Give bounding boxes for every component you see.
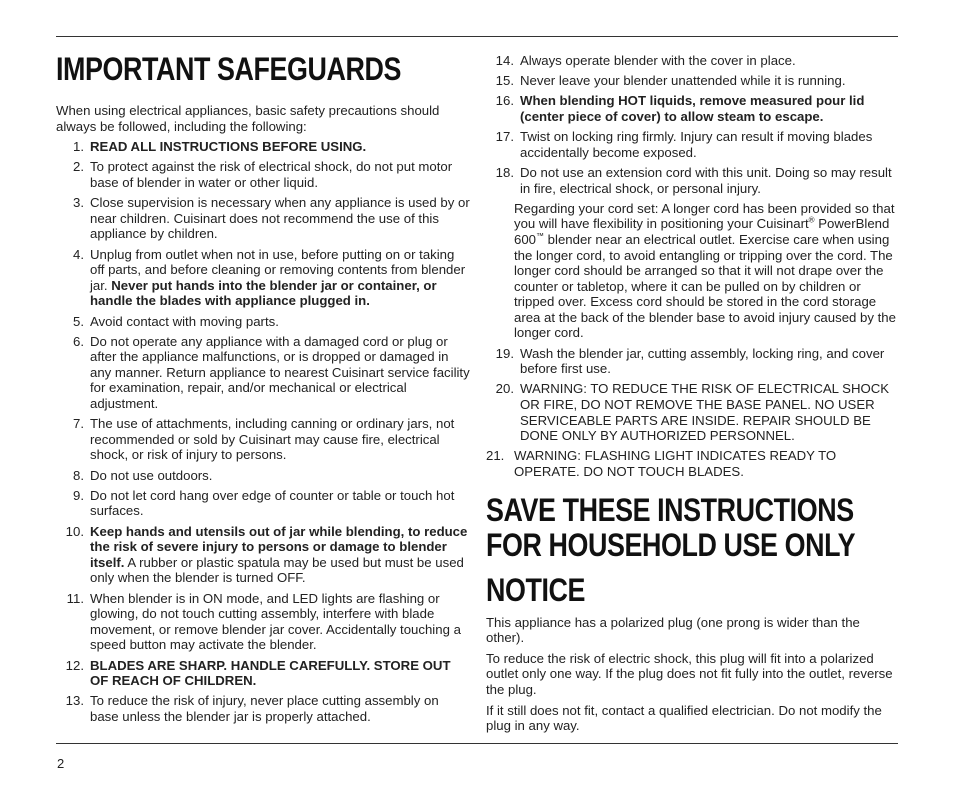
list-item: 13. To reduce the risk of injury, never place cutting assembly on base unless the blender jar is properly attached.	[65, 693, 439, 724]
list-item: 18. Do not use an extension cord with this unit. Doing so may result in fire, electrical shock, or personal injury.	[495, 164, 892, 196]
safeguards-list-end	[486, 346, 896, 480]
notice-paragraph: This appliance has a polarized plug (one prong is wider than the other).	[486, 614, 860, 646]
list-item: 5. Avoid contact with moving parts.	[73, 313, 279, 329]
list-item: 8. Do not use outdoors.	[73, 467, 213, 483]
list-item: 3. Close supervision is necessary when any appliance is used by or near children. Cuisinart does not recommend the use of this appliance by children.	[73, 195, 470, 242]
save-instructions-heading: SAVE THESE INSTRUCTIONS	[486, 491, 854, 528]
list-item: 10. Keep hands and utensils out of jar while blending, to reduce the risk of severe injury to persons or damage to blender itself. A rubber or plastic spatula may be used but must be used only when the blender is turned OFF.	[65, 523, 468, 586]
list-item: 9. Do not let cord hang over edge of counter or table or touch hot surfaces.	[73, 487, 455, 519]
list-item: 6. Do not operate any appliance with a damaged cord or plug or after the appliance malfunctions, or is dropped or damaged in any manner. Return appliance to nearest Cuisinart service facility for examination, repair, and/or mechanical or electrical adjustment.	[73, 333, 470, 412]
bottom-rule	[56, 743, 898, 744]
list-item: 11. When blender is in ON mode, and LED lights are flashing or glowing, do not touch cutting assembly, interfere with blade movement, or remove blender jar cover. Accidentally touching a speed button may activate the blender.	[66, 590, 461, 653]
intro-text: When using electrical appliances, basic safety precautions should always be followed, including the following:	[56, 103, 440, 134]
list-item: 16. When blending HOT liquids, remove measured pour lid (center piece of cover) to allow steam to escape.	[495, 93, 865, 124]
list-item: 7. The use of attachments, including canning or ordinary jars, not recommended or sold by Cuisinart may cause fire, electrical shock, or risk of injury to persons.	[73, 416, 455, 463]
page-number: 2	[57, 756, 65, 771]
list-item: 19. Wash the blender jar, cutting assembly, locking ring, and cover before first use.	[495, 345, 885, 377]
list-item: 1. READ ALL INSTRUCTIONS BEFORE USING.	[73, 139, 367, 155]
notice-paragraph: If it still does not fit, contact a qualified electrician. Do not modify the plug in any way.	[486, 702, 882, 734]
list-item: 17. Twist on locking ring firmly. Injury can result if moving blades accidentally become exposed.	[495, 129, 873, 160]
list-item: 2. To protect against the risk of electrical shock, do not put motor base of blender in water or other liquid.	[73, 159, 453, 190]
page-title: IMPORTANT SAFEGUARDS	[56, 51, 402, 87]
list-item: 14. Always operate blender with the cover in place.	[495, 53, 796, 68]
list-item: 21. WARNING: FLASHING LIGHT INDICATES READY TO OPERATE. DO NOT TOUCH BLADES.	[486, 448, 837, 479]
left-column	[56, 40, 470, 729]
list-item: 20. WARNING: TO REDUCE THE RISK OF ELECTRICAL SHOCK OR FIRE, DO NOT REMOVE THE BASE PANEL. NO USER SERVICEABLE PARTS ARE INSIDE. REPAIR SHOULD BE DONE ONLY BY AUTHORIZED PERSONNEL.	[495, 381, 890, 444]
cord-set-note: Regarding your cord set: A longer cord has been provided so that you will have flexibility in positioning your Cuisinart® PowerBlend 600™ blender near an electrical outlet. Exercise care when using the longer cord, to avoid entangling or tripping over the cord. The longer cord should be arranged so that it will not drape over the counter or tabletop, where it can be pulled on by children or tripped over. Excess cord should be stored in the cord storage area at the back of the blender base to avoid injury caused by the longer cord.	[514, 200, 896, 341]
right-column	[486, 53, 896, 739]
notice-paragraph: To reduce the risk of electric shock, this plug will fit into a polarized outlet only one way. If the plug does not fit fully into the outlet, reverse the plug.	[486, 650, 893, 697]
top-rule	[56, 36, 898, 37]
safeguards-list	[56, 139, 470, 724]
household-use-heading: FOR HOUSEHOLD USE ONLY	[486, 526, 856, 563]
safeguards-list-continued	[486, 53, 896, 196]
notice-heading: NOTICE	[486, 571, 586, 608]
list-item: 12. BLADES ARE SHARP. HANDLE CAREFULLY. STORE OUT OF REACH OF CHILDREN.	[65, 657, 451, 689]
list-item: 15. Never leave your blender unattended while it is running.	[495, 73, 846, 89]
list-item: 4. Unplug from outlet when not in use, before putting on or taking off parts, and before cleaning or removing contents from blender jar. Never put hands into the blender jar or container, or handle the blades with appliance plugged in.	[73, 246, 466, 309]
